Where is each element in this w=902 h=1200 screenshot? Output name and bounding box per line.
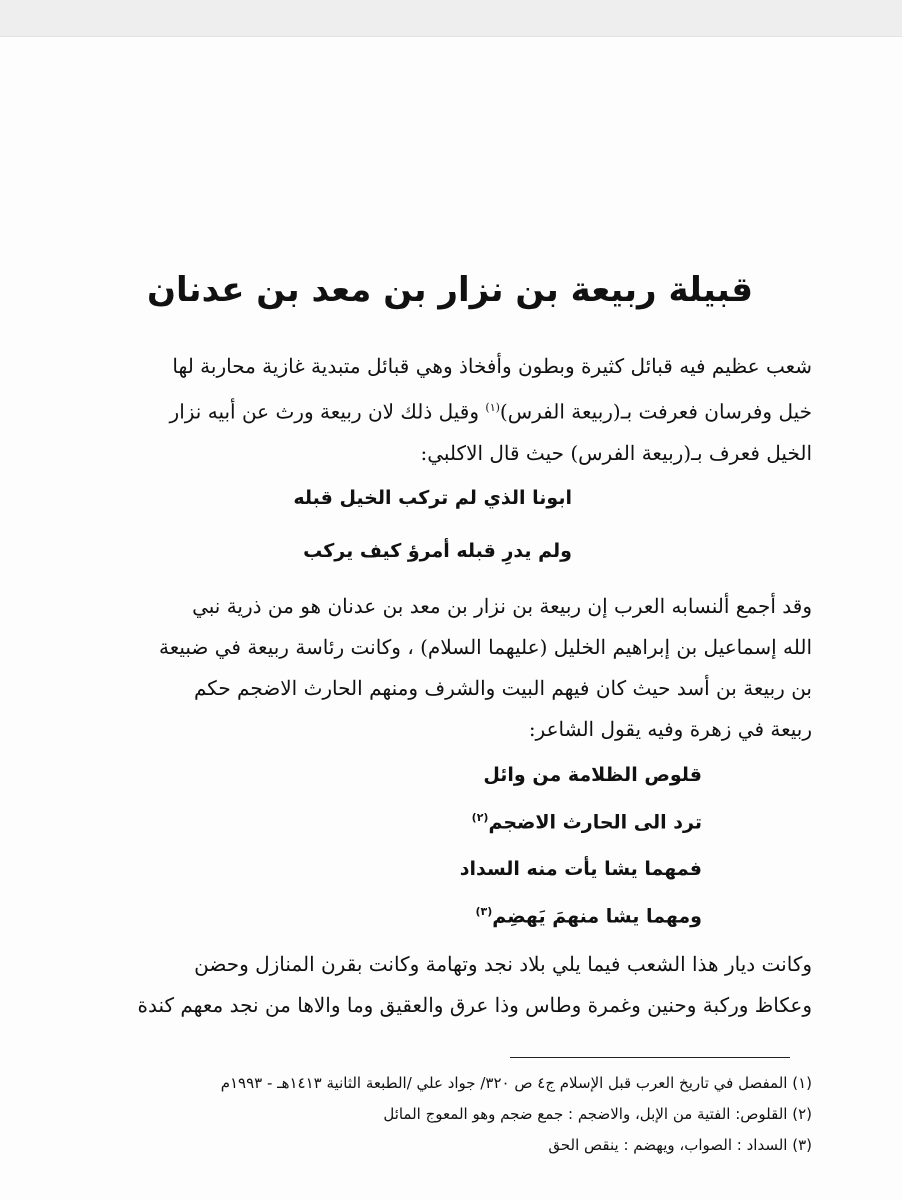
paragraph-line: الخيل فعرف بـ(ربيعة الفرس) حيث قال الاكلبي: (420, 440, 812, 465)
verse-line: قلوص الظلامة من وائل (483, 764, 702, 786)
paragraph-text: خيل وفرسان فعرفت بـ(ربيعة الفرس) (499, 399, 812, 424)
paragraph-line: الله إسماعيل بن إبراهيم الخليل (عليهما السلام) ، وكانت رئاسة ربيعة في ضبيعة (158, 635, 812, 659)
paragraph-line: وقد أجمع ألنسابه العرب إن ربيعة بن نزار بن معد بن عدنان هو من ذرية نبي (192, 594, 812, 618)
footnote-ref: (٢) (471, 811, 489, 824)
viewer-top-bar (0, 0, 902, 37)
paragraph-2 (92, 586, 812, 750)
verse-line: ولم يدرِ قبله أمرؤ كيف يركب (303, 540, 572, 562)
page-title: قبيلة ربيعة بن نزار بن معد بن عدنان (147, 270, 753, 310)
paragraph-line (92, 387, 812, 433)
paragraph-3 (92, 944, 812, 1026)
footnote-divider (510, 1057, 790, 1058)
footnote-ref: (١) (485, 401, 500, 414)
paragraph-line: ربيعة في زهرة وفيه يقول الشاعر: (528, 717, 812, 741)
paragraph-1 (92, 346, 812, 474)
verse-line: فمهما يشا يأت منه السداد (459, 858, 702, 880)
paragraph-text: وقيل ذلك لان ربيعة ورث عن أبيه نزار (169, 399, 486, 424)
paragraph-line: وكانت ديار هذا الشعب فيما يلي بلاد نجد وتهامة وكانت بقرن المنازل وحضن (194, 952, 812, 976)
paragraph-line: شعب عظيم فيه قبائل كثيرة وبطون وأفخاذ وهي قبائل متبدية غازية محاربة لها (172, 354, 812, 378)
paragraph-line: وعكاظ وركبة وحنين وغمرة وطاس وذا عرق والعقيق وما والاها من نجد معهم كندة (137, 993, 812, 1017)
verse-line (476, 905, 702, 927)
footnote-ref: (٣) (475, 905, 493, 918)
footnote: (٣) السداد : الصواب، ويهضم : ينقص الحق (548, 1136, 812, 1154)
verse-text: ترد الى الحارث الاضجم (488, 811, 702, 834)
verse-line (472, 811, 702, 833)
footnote: (٢) القلوص: الفتية من الإبل، والاضجم : جمع ضجم وهو المعوج المائل (383, 1105, 812, 1123)
paragraph-line: بن ربيعة بن أسد حيث كان فيهم البيت والشرف ومنهم الحارث الاضجم حكم (193, 676, 812, 700)
verse-text: ومهما يشا منهمَ يَهضِم (492, 905, 702, 928)
footnote: (١) المفصل في تاريخ العرب قبل الإسلام ج٤ ص ٣٢٠/ جواد علي /الطبعة الثانية ١٤١٣هـ - ١٩٩٣م (220, 1074, 812, 1092)
verse-line: ابونا الذي لم تركب الخيل قبله (293, 487, 572, 509)
